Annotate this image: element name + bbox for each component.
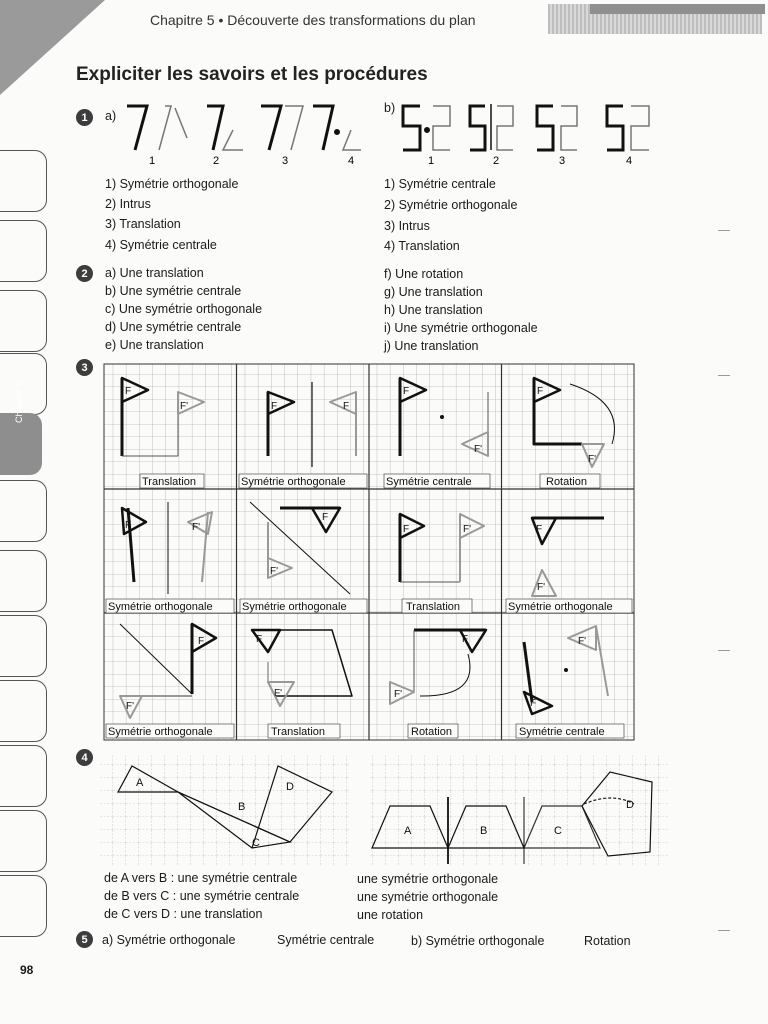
ex1-figures (115, 98, 675, 173)
figure-label: F' (474, 444, 483, 455)
shape-label: C (252, 837, 260, 849)
chapter-tab[interactable] (0, 150, 47, 212)
ex3-caption: Translation (142, 476, 197, 488)
margin-tick (718, 375, 730, 376)
ex1-a-answer: 2) Intrus (105, 197, 151, 211)
chapter-tab[interactable] (0, 615, 47, 677)
figure-label: F (322, 512, 329, 523)
figure-label: F' (463, 524, 472, 535)
index-b4: 4 (626, 155, 633, 167)
ex1-a-answer: 4) Symétrie centrale (105, 238, 217, 252)
ex3-caption: Symétrie centrale (519, 726, 605, 738)
figure-label: F (537, 386, 544, 397)
index-a1: 1 (149, 155, 156, 167)
chapter-tab[interactable] (0, 290, 47, 352)
ex5-answer: Rotation (584, 934, 631, 948)
page-number: 98 (20, 963, 34, 977)
chapter-tab[interactable] (0, 220, 47, 282)
ex4-answer: une symétrie orthogonale (357, 890, 499, 904)
ex4-answer: une symétrie orthogonale (357, 872, 499, 886)
exercise-number: 1 (76, 109, 93, 126)
ex4-grid-figure (100, 752, 670, 870)
shape-label: C (554, 825, 562, 837)
ex2-answer: b) Une symétrie centrale (105, 284, 242, 298)
ex2-answer: i) Une symétrie orthogonale (384, 321, 538, 335)
ex2-answer: c) Une symétrie orthogonale (105, 302, 263, 316)
chapter-tabs (0, 95, 55, 955)
chapter-tab[interactable] (0, 745, 47, 807)
shape-label: B (238, 801, 246, 813)
figure-label: F' (274, 688, 283, 699)
ex3-caption: Translation (406, 601, 461, 613)
figure-label: F (530, 698, 537, 709)
shape-label: D (626, 799, 634, 811)
part-a-label: a) (105, 109, 117, 123)
figure-label: F (403, 524, 410, 535)
chapter-tab-label: Chapitre 5 (14, 381, 24, 423)
index-a4: 4 (348, 155, 355, 167)
figure-label: F (125, 520, 132, 531)
shape-label: D (286, 781, 294, 793)
figure-label: F' (588, 454, 597, 465)
figure-label: F (403, 386, 410, 397)
chapter-tab[interactable] (0, 680, 47, 742)
figure-label: F' (537, 582, 546, 593)
ex1-b-answer: 4) Translation (384, 239, 460, 253)
index-b1: 1 (428, 155, 435, 167)
figure-label: F' (578, 636, 587, 647)
ex4-answer: de B vers C : une symétrie centrale (104, 889, 300, 903)
shape-label: A (404, 825, 412, 837)
part-b-label: b) (384, 101, 396, 115)
exercise-number: 2 (76, 265, 93, 282)
chapter-tab[interactable] (0, 875, 47, 937)
ex5-answer: Symétrie centrale (277, 933, 375, 947)
ex1-b-answer: 3) Intrus (384, 219, 430, 233)
margin-tick (718, 650, 730, 651)
margin-tick (718, 230, 730, 231)
ex4-answer: une rotation (357, 908, 424, 922)
exercise-number: 5 (76, 931, 93, 948)
chapter-tab-active[interactable] (0, 381, 42, 475)
index-a2: 2 (213, 155, 220, 167)
index-a3: 3 (282, 155, 289, 167)
ex1-b-answer: 2) Symétrie orthogonale (384, 198, 518, 212)
shape-label: B (480, 825, 488, 837)
figure-label: F' (270, 566, 279, 577)
index-b3: 3 (559, 155, 566, 167)
ex3-caption: Symétrie orthogonale (242, 601, 347, 613)
exercise-number: 4 (76, 749, 93, 766)
shape-label: A (136, 777, 144, 789)
ex3-caption: Rotation (546, 476, 587, 488)
figure-label: F (271, 401, 278, 412)
figure-label: F (256, 634, 263, 645)
ex2-answer: d) Une symétrie centrale (105, 320, 242, 334)
figure-label: F' (192, 522, 201, 533)
figure-label: F (462, 634, 469, 645)
ex2-answer: f) Une rotation (384, 267, 464, 281)
ex3-caption: Symétrie orthogonale (108, 726, 213, 738)
ex3-caption: Rotation (411, 726, 452, 738)
ex2-answer: j) Une translation (384, 339, 479, 353)
figure-label: F (198, 636, 205, 647)
figure-label: F (536, 524, 543, 535)
ex3-caption: Symétrie orthogonale (508, 601, 613, 613)
chapter-tab[interactable] (0, 810, 47, 872)
chapter-tab[interactable] (0, 480, 47, 542)
margin-tick (718, 930, 730, 931)
ex3-caption: Symétrie orthogonale (241, 476, 346, 488)
index-b2: 2 (493, 155, 500, 167)
figure-label: F (343, 401, 350, 412)
figure-label: F' (394, 689, 403, 700)
ex4-answer: de C vers D : une translation (104, 907, 263, 921)
ex5-answer: a) Symétrie orthogonale (102, 933, 236, 947)
ex2-answer: a) Une translation (105, 266, 204, 280)
ex1-b-answer: 1) Symétrie centrale (384, 177, 496, 191)
ex3-grid-figure (100, 362, 640, 742)
ex5-answer: b) Symétrie orthogonale (411, 934, 545, 948)
ex3-caption: Symétrie orthogonale (108, 601, 213, 613)
exercise-number: 3 (76, 359, 93, 376)
ex4-answer: de A vers B : une symétrie centrale (104, 871, 298, 885)
figure-label: F' (126, 701, 135, 712)
ex3-caption: Translation (271, 726, 326, 738)
page-title: Expliciter les savoirs et les procédures (76, 64, 428, 85)
figure-label: F' (180, 401, 189, 412)
ex1-a-answer: 3) Translation (105, 217, 181, 231)
header-band-dark (590, 4, 765, 14)
ex2-answer: g) Une translation (384, 285, 483, 299)
chapter-tab[interactable] (0, 550, 47, 612)
chapter-header: Chapitre 5 • Découverte des transformations du plan (150, 12, 476, 28)
figure-label: F (125, 386, 132, 397)
ex3-caption: Symétrie centrale (386, 476, 472, 488)
ex1-a-answer: 1) Symétrie orthogonale (105, 177, 239, 191)
ex2-answer: h) Une translation (384, 303, 483, 317)
ex2-answer: e) Une translation (105, 338, 204, 352)
